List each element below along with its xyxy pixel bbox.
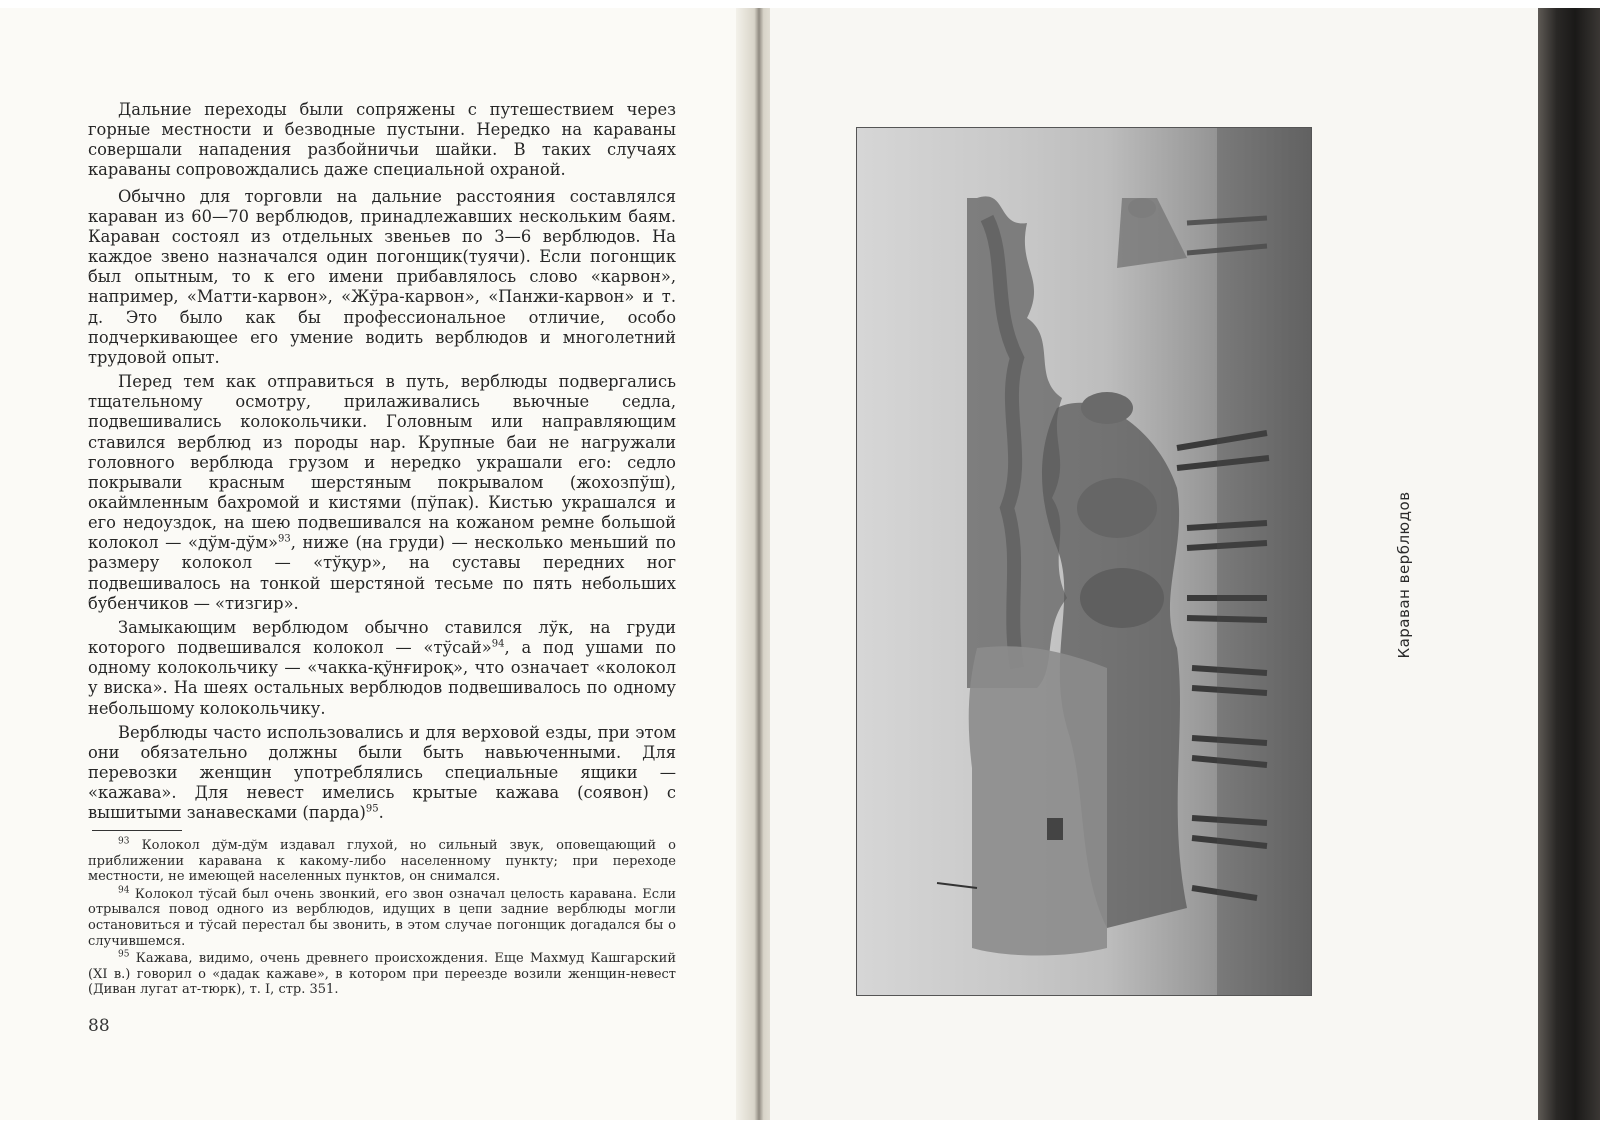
caravan-illustration [857, 128, 1311, 995]
footnote-ref-94: 94 [491, 638, 505, 650]
camel-hump-2 [1080, 568, 1164, 628]
footnote-text: Колокол тўсай был очень звонкий, его звон означал целость каравана. Если отрывался повод одного из верблюдов, идущих в цепи задние верблюды могли остановиться и тўсай перестал бы звонить, в этом случае погонщик догадался бы о случившемся. [88, 886, 676, 949]
paragraph-1: Дальние переходы были сопряжены с путешествием через горные местности и безводные пустыни. Нередко на караваны совершали нападения разбойничьи шайки. В таких случаях караваны сопровождались даже специальной охраной. [88, 100, 676, 180]
paragraph-2: Обычно для торговли на дальние расстояния составлялся караван из 60—70 верблюдов, принадлежавших нескольким баям. Караван состоял из отдельных звеньев по 3—6 верблюдов. На каждое звено назначался один погонщик(туячи). Если погонщик был опытным, то к его имени прибавлялось слово «карвон», например, «Матти-карвон», «Жўра-карвон», «Панжи-карвон» и т. д. Это было как бы профессиональное отличие, особо подчеркивающее его умение водить верблюдов и многолетний трудовой опыт. [88, 186, 676, 367]
ground-shade [1217, 128, 1311, 995]
paragraph-4-text: Замыкающим верблюдом обычно ставился лўк, на груди которого подвешивался колокол — «тўсай» [88, 617, 676, 658]
footnote-separator [92, 830, 182, 831]
footnotes [88, 838, 676, 1000]
footnote-ref-95: 95 [365, 803, 379, 815]
footnote-94 [88, 887, 676, 949]
footnote-95 [88, 951, 676, 998]
footnote-text: Колокол дўм-дўм издавал глухой, но сильный звук, оповещающий о приближении каравана к какому-либо населенному пункту; при переходе местности, не имеющей населенных пунктов, он снимался. [88, 838, 676, 885]
figure-body [1117, 198, 1187, 268]
page-number: 88 [88, 1016, 110, 1036]
paragraph-3-text: Перед тем как отправиться в путь, верблюды подвергались тщательному осмотру, прилаживались вьючные седла, подвешивались колокольчики. Головным или направляющим ставился верблюд из породы нар. Крупные баи не нагружали головного верблюда грузом и нередко украшали его: седло покрывали красным шерстяным покрывалом (жохозпўш), окаймленным бахромой и кистями (пўпак). Кистью украшался и его недоуздок, на шею подвешивался на кожаном ремне большой колокол — «дўм-дўм» [88, 372, 676, 553]
kajawa-window [1047, 818, 1063, 840]
kajawa-pole [937, 883, 977, 888]
paragraph-5-rest: . [378, 803, 384, 823]
book-cover-edge [1538, 8, 1600, 1120]
kajawa-cover [969, 646, 1107, 955]
footnote-ref-93: 93 [277, 533, 291, 545]
paragraph-3 [88, 372, 676, 614]
paragraph-5-text: Верблюды часто использовались и для верховой езды, при этом они обязательно должны были быть навьюченными. Для перевозки женщин употреблялись специальные ящики — «кажава». Для невест имелись крытые кажава (соявон) с вышитыми занавесками (парда) [88, 722, 676, 823]
footnote-number: 93 [118, 836, 130, 847]
paragraph-3-rest: , ниже (на груди) — несколько меньший по размеру колокол — «тўқур», на суставы передних ног подвешивалось на тонкой шерстяной тесьме по пять небольших бубенчиков — «тизгир». [88, 533, 676, 613]
footnote-93 [88, 838, 676, 885]
main-text [88, 100, 676, 827]
camel-hump-1 [1077, 478, 1157, 538]
paragraph-5 [88, 723, 676, 824]
paragraph-4-rest: , а под ушами по одному колокольчику — «чакка-қўнғироқ», что означает «колокол у виска». На шеях остальных верблюдов подвешивалось по одному небольшому колокольчику. [88, 638, 676, 718]
footnote-number: 95 [118, 949, 130, 960]
footnote-number: 94 [118, 885, 130, 896]
camel-head [1081, 392, 1133, 424]
photo-caption: Караван верблюдов [1395, 491, 1413, 659]
caravan-photo [856, 127, 1312, 996]
paragraph-4 [88, 618, 676, 719]
footnote-text: Кажава, видимо, очень древнего происхождения. Еще Махмуд Кашгарский (XI в.) говорил о «дадак кажаве», в котором при переезде возили женщин-невест (Диван лугат ат-тюрк), т. I, стр. 351. [88, 951, 676, 998]
